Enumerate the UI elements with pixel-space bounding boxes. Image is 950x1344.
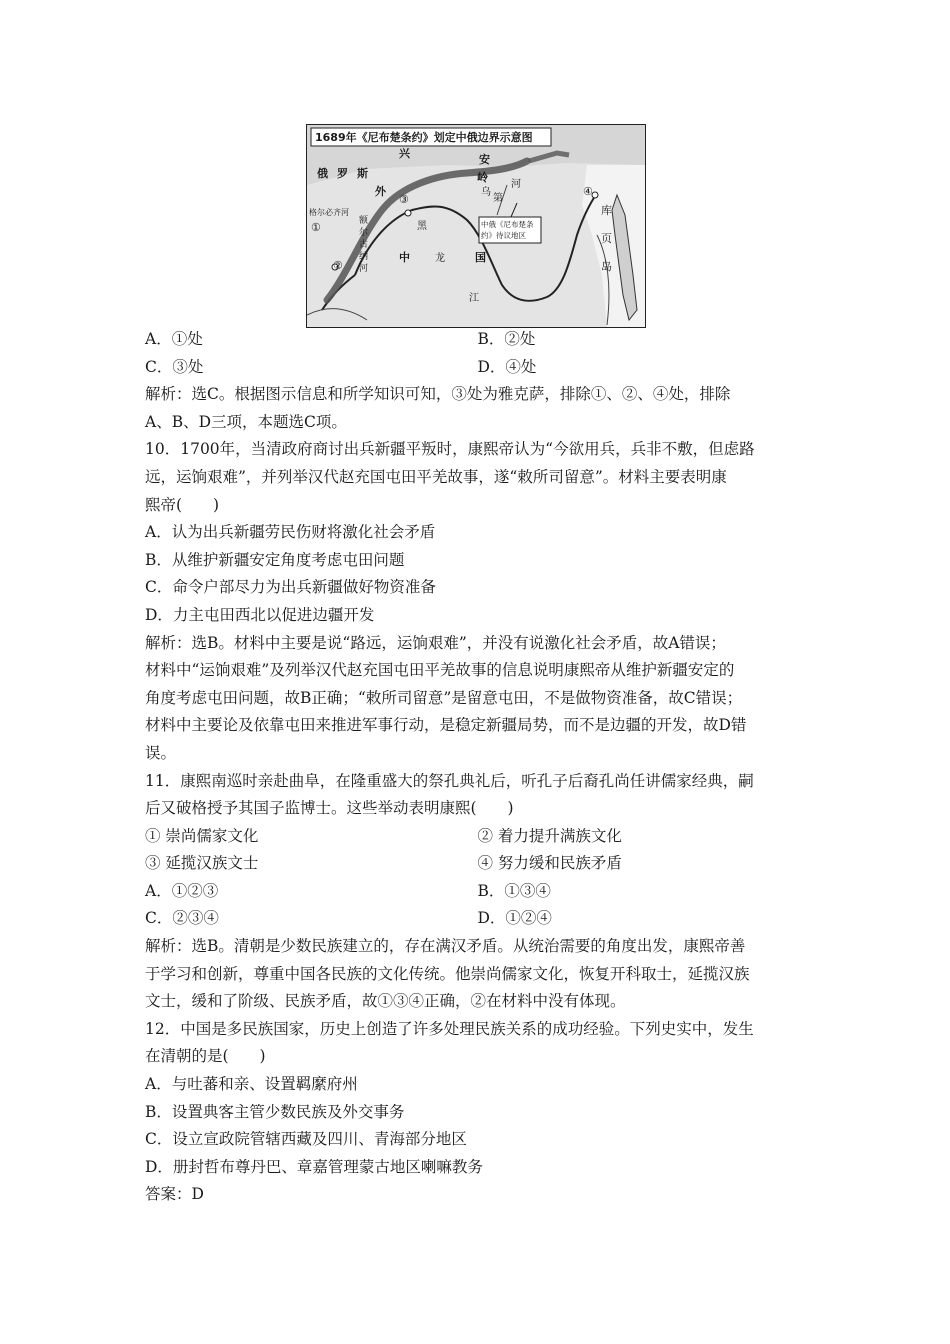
q11-analysis-line: 文士，缓和了阶级、民族矛盾，故①③④正确，②在材料中没有体现。: [145, 992, 626, 1011]
treaty-map-figure: [306, 124, 646, 328]
label-an: 安: [479, 153, 490, 166]
label-russia: 俄 罗 斯: [317, 167, 368, 180]
q9-options-row-1: [145, 326, 810, 354]
marker-2: ②: [333, 259, 343, 272]
q11-items-row-1: [145, 823, 810, 851]
q9-option-b: B．②处: [477, 330, 536, 348]
label-sakhalin: 库 页 岛: [601, 204, 612, 273]
label-guo: 国: [475, 251, 486, 264]
q10-analysis-line: 角度考虑屯田问题，故B正确；“敕所司留意”是留意屯田，不是做物资准备，故C错误；: [145, 688, 743, 707]
q11-stem-line: 11．康熙南巡时亲赴曲阜，在隆重盛大的祭孔典礼后，听孔子后裔孔尚任讲儒家经典，嗣: [145, 771, 754, 790]
q11-options-row-1: [145, 878, 810, 906]
q11-analysis-line: 于学习和创新，尊重中国各民族的文化传统。他崇尚儒家文化，恢复开科取士，延揽汉族: [145, 964, 750, 983]
marker-1: ①: [311, 221, 321, 234]
q11-stem-line: 后又破格授予其国子监博士。这些举动表明康熙( ): [145, 799, 514, 818]
q11-option: C．②③④: [145, 909, 219, 928]
label-wu: 乌: [481, 187, 491, 198]
q9-option-c: C．③处: [145, 357, 204, 376]
q12-answer: 答案：D: [145, 1185, 204, 1204]
label-wai: 外: [375, 185, 386, 198]
q11-option: A．①②③: [145, 881, 219, 900]
q9-analysis-line: A、B、D三项，本题选C项。: [145, 412, 347, 431]
q11-option: B．①③④: [477, 881, 551, 900]
q11-item: ① 崇尚儒家文化: [145, 826, 259, 845]
marker-4: ④: [583, 185, 593, 198]
label-xing: 兴: [399, 147, 410, 160]
label-pending-area: 中俄《尼布楚条约》待议地区: [481, 220, 534, 240]
q9-analysis-line: 解析：选C。根据图示信息和所学知识可知，③处为雅克萨，排除①、②、④处，排除: [145, 385, 731, 404]
label-ling: 岭: [477, 171, 488, 184]
map-title: 1689年《尼布楚条约》划定中俄边界示意图: [315, 131, 533, 144]
label-di: 第: [493, 193, 503, 204]
q10-option: B．从维护新疆安定角度考虑屯田问题: [145, 550, 405, 569]
label-argun-river: 格尔必齐河: [309, 208, 349, 217]
q12-option: B．设置典客主管少数民族及外交事务: [145, 1102, 405, 1121]
label-zhong: 中: [399, 251, 410, 264]
q10-option: D．力主屯田西北以促进边疆开发: [145, 605, 375, 624]
q11-items-row-2: [145, 850, 810, 878]
q9-option-d: D．④处: [477, 357, 537, 376]
q12-stem-line: 在清朝的是( ): [145, 1047, 266, 1066]
q10-analysis-line: 解析：选B。材料中主要是说“路远，运饷艰难”，并没有说激化社会矛盾，故A错误；: [145, 633, 726, 652]
q11-item: ③ 延揽汉族文士: [145, 854, 259, 873]
q9-options-row-2: [145, 354, 810, 382]
q11-analysis-line: 解析：选B。清朝是少数民族建立的，存在满汉矛盾。从统治需要的角度出发，康熙帝善: [145, 937, 746, 956]
q10-analysis-line: 材料中“运饷艰难”及列举汉代赵充国屯田平羌故事的信息说明康熙帝从维护新疆安定的: [145, 661, 735, 680]
q12-option: A．与吐蕃和亲、设置羁縻府州: [145, 1075, 358, 1094]
question-text: [145, 326, 810, 1209]
q12-option: D．册封哲布尊丹巴、章嘉管理蒙古地区喇嘛教务: [145, 1157, 483, 1176]
label-ergun: 额 尔 古 纳 河: [359, 216, 369, 274]
q11-options-row-2: [145, 905, 810, 933]
label-long: 龙: [435, 253, 445, 264]
q12-option: C．设立宣政院管辖西藏及四川、青海部分地区: [145, 1130, 467, 1149]
q10-stem-line: 熙帝( ): [145, 495, 220, 514]
q10-analysis-line: 材料中主要论及依靠屯田来推进军事行动，是稳定新疆局势，而不是边疆的开发，故D错: [145, 716, 747, 735]
q10-analysis-line: 误。: [145, 743, 177, 762]
q10-stem-line: 远，运饷艰难”，并列举汉代赵充国屯田平羌故事，遂“敕所司留意”。材料主要表明康: [145, 467, 727, 486]
label-hei: 黑: [417, 221, 427, 232]
q10-option: C．命令户部尽力为出兵新疆做好物资准备: [145, 578, 436, 597]
q11-option: D．①②④: [477, 909, 552, 928]
q12-stem-line: 12．中国是多民族国家，历史上创造了许多处理民族关系的成功经验。下列史实中，发生: [145, 1019, 754, 1038]
label-jiang: 江: [469, 293, 479, 304]
marker-3: ③: [399, 193, 409, 206]
q9-option-a: A．①处: [145, 330, 203, 348]
q11-item: ② 着力提升满族文化: [477, 826, 622, 845]
label-he: 河: [511, 179, 521, 190]
q10-option: A．认为出兵新疆劳民伤财将激化社会矛盾: [145, 523, 436, 542]
q10-stem-line: 10．1700年，当清政府商讨出兵新疆平叛时，康熙帝认为“今欲用兵，兵非不敷，但虑路: [145, 440, 755, 459]
q11-item: ④ 努力缓和民族矛盾: [477, 854, 622, 873]
